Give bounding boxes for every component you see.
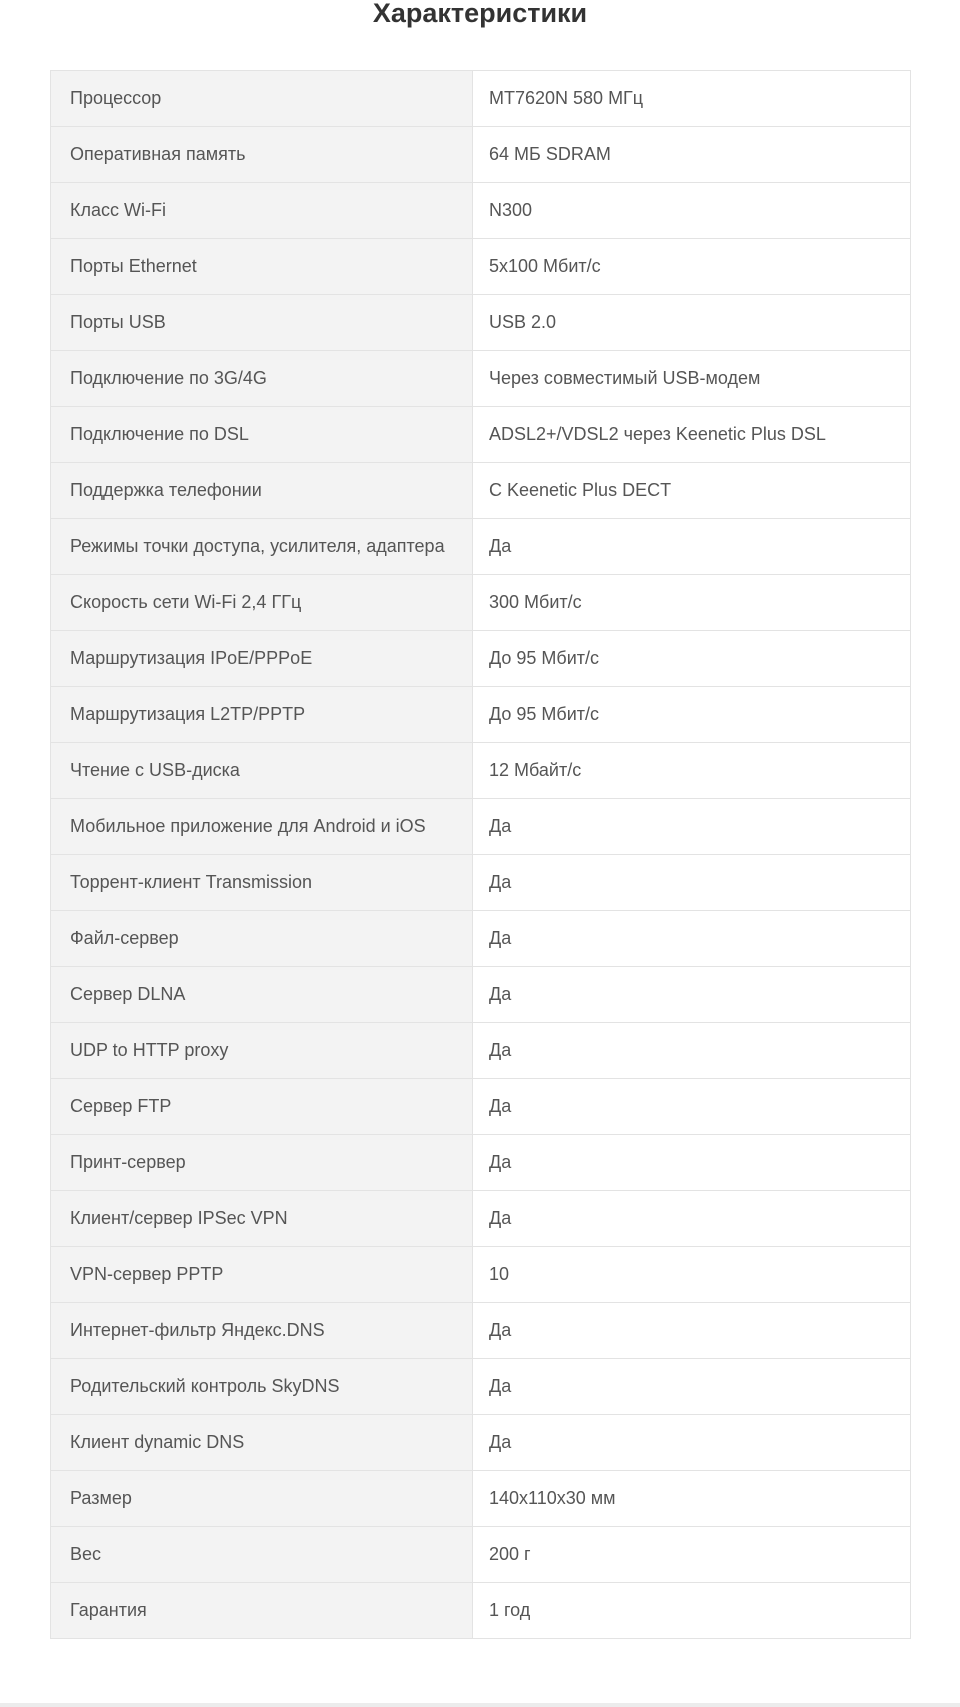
spec-name-cell: Вес — [51, 1527, 473, 1583]
spec-name-cell: Поддержка телефонии — [51, 463, 473, 519]
spec-name-cell: Порты Ethernet — [51, 239, 473, 295]
specs-table-body — [51, 71, 911, 1639]
spec-value-cell: 10 — [473, 1247, 911, 1303]
table-row — [51, 967, 911, 1023]
spec-value-cell: ADSL2+/VDSL2 через Keenetic Plus DSL — [473, 407, 911, 463]
footer-divider — [0, 1703, 960, 1707]
spec-name-cell: Размер — [51, 1471, 473, 1527]
spec-value-cell: Да — [473, 1415, 911, 1471]
spec-value-cell: Да — [473, 519, 911, 575]
spec-value-cell: Да — [473, 1023, 911, 1079]
spec-value-cell: 64 МБ SDRAM — [473, 127, 911, 183]
spec-value-cell: 300 Мбит/с — [473, 575, 911, 631]
spec-name-cell: Файл-сервер — [51, 911, 473, 967]
page-title: Характеристики — [372, 0, 588, 28]
spec-value-cell: 140x110x30 мм — [473, 1471, 911, 1527]
spec-value-cell: Да — [473, 1135, 911, 1191]
table-row — [51, 1135, 911, 1191]
spec-name-cell: VPN-сервер PPTP — [51, 1247, 473, 1303]
spec-value-cell: Да — [473, 855, 911, 911]
spec-name-cell: UDP to HTTP proxy — [51, 1023, 473, 1079]
table-row — [51, 1471, 911, 1527]
spec-name-cell: Маршрутизация IPoE/PPPoE — [51, 631, 473, 687]
spec-name-cell: Подключение по DSL — [51, 407, 473, 463]
spec-value-cell: USB 2.0 — [473, 295, 911, 351]
spec-value-cell: Да — [473, 1079, 911, 1135]
spec-value-cell: До 95 Мбит/с — [473, 631, 911, 687]
spec-name-cell: Гарантия — [51, 1583, 473, 1639]
spec-name-cell: Сервер DLNA — [51, 967, 473, 1023]
spec-value-cell: 5x100 Мбит/с — [473, 239, 911, 295]
spec-name-cell: Торрент-клиент Transmission — [51, 855, 473, 911]
spec-name-cell: Маршрутизация L2TP/PPTP — [51, 687, 473, 743]
table-row — [51, 239, 911, 295]
table-row — [51, 463, 911, 519]
spec-name-cell: Оперативная память — [51, 127, 473, 183]
spec-value-cell: Да — [473, 1359, 911, 1415]
spec-value-cell: Да — [473, 799, 911, 855]
table-row — [51, 1023, 911, 1079]
spec-name-cell: Интернет-фильтр Яндекс.DNS — [51, 1303, 473, 1359]
table-row — [51, 631, 911, 687]
spec-value-cell: 200 г — [473, 1527, 911, 1583]
specs-table — [50, 70, 911, 1639]
spec-name-cell: Сервер FTP — [51, 1079, 473, 1135]
table-row — [51, 911, 911, 967]
spec-name-cell: Мобильное приложение для Android и iOS — [51, 799, 473, 855]
spec-value-cell: 12 Мбайт/с — [473, 743, 911, 799]
spec-name-cell: Процессор — [51, 71, 473, 127]
table-row — [51, 1191, 911, 1247]
spec-value-cell: 1 год — [473, 1583, 911, 1639]
spec-value-cell: До 95 Мбит/с — [473, 687, 911, 743]
spec-name-cell: Клиент dynamic DNS — [51, 1415, 473, 1471]
table-row — [51, 1079, 911, 1135]
table-row — [51, 1415, 911, 1471]
spec-value-cell: N300 — [473, 183, 911, 239]
spec-name-cell: Родительский контроль SkyDNS — [51, 1359, 473, 1415]
spec-value-cell: Да — [473, 1191, 911, 1247]
spec-value-cell: MT7620N 580 МГц — [473, 71, 911, 127]
spec-value-cell: Через совместимый USB-модем — [473, 351, 911, 407]
table-row — [51, 71, 911, 127]
table-row — [51, 799, 911, 855]
table-row — [51, 1583, 911, 1639]
spec-name-cell: Порты USB — [51, 295, 473, 351]
table-row — [51, 575, 911, 631]
table-row — [51, 1527, 911, 1583]
table-row — [51, 1359, 911, 1415]
table-row — [51, 687, 911, 743]
spec-value-cell: С Keenetic Plus DECT — [473, 463, 911, 519]
table-row — [51, 127, 911, 183]
table-row — [51, 1303, 911, 1359]
table-row — [51, 295, 911, 351]
table-row — [51, 519, 911, 575]
spec-value-cell: Да — [473, 911, 911, 967]
spec-name-cell: Подключение по 3G/4G — [51, 351, 473, 407]
table-row — [51, 855, 911, 911]
spec-name-cell: Принт-сервер — [51, 1135, 473, 1191]
spec-value-cell: Да — [473, 967, 911, 1023]
spec-name-cell: Чтение с USB-диска — [51, 743, 473, 799]
spec-name-cell: Режимы точки доступа, усилителя, адаптера — [51, 519, 473, 575]
spec-name-cell: Клиент/сервер IPSec VPN — [51, 1191, 473, 1247]
table-row — [51, 351, 911, 407]
table-row — [51, 407, 911, 463]
spec-name-cell: Скорость сети Wi-Fi 2,4 ГГц — [51, 575, 473, 631]
spec-value-cell: Да — [473, 1303, 911, 1359]
table-row — [51, 743, 911, 799]
table-row — [51, 183, 911, 239]
spec-name-cell: Класс Wi-Fi — [51, 183, 473, 239]
table-row — [51, 1247, 911, 1303]
